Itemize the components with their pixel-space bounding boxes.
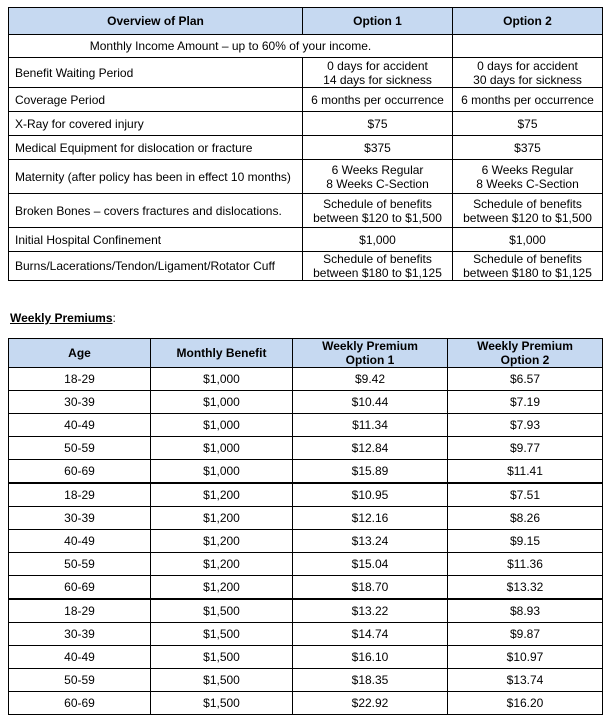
plan-cell-line: Schedule of benefits bbox=[473, 252, 582, 266]
monthly-benefit-cell: $1,500 bbox=[151, 623, 293, 646]
plan-cell-line: Schedule of benefits bbox=[323, 196, 432, 211]
plan-cell-line: between $180 to $1,125 bbox=[463, 266, 592, 280]
plan-row-option-2 bbox=[453, 160, 603, 194]
plan-row-option-1 bbox=[303, 136, 453, 160]
plan-cell-line: 0 days for accident bbox=[327, 58, 428, 73]
premium-row bbox=[9, 391, 603, 414]
plan-cell-line: $1,000 bbox=[509, 232, 546, 247]
plan-row-label: Benefit Waiting Period bbox=[9, 58, 303, 88]
premium-option-1-cell: $16.10 bbox=[293, 646, 448, 669]
premium-row bbox=[9, 646, 603, 669]
premium-row bbox=[9, 368, 603, 391]
plan-row-option-1 bbox=[303, 88, 453, 112]
monthly-benefit-cell: $1,200 bbox=[151, 483, 293, 507]
plan-row-option-2 bbox=[453, 136, 603, 160]
plan-header-option-1: Option 1 bbox=[303, 8, 453, 35]
premium-option-2-cell: $6.57 bbox=[448, 368, 603, 391]
age-cell: 40-49 bbox=[9, 530, 151, 553]
monthly-benefit-cell: $1,500 bbox=[151, 692, 293, 715]
age-cell: 40-49 bbox=[9, 414, 151, 437]
plan-header-row bbox=[9, 8, 603, 35]
monthly-benefit-cell: $1,200 bbox=[151, 553, 293, 576]
plan-cell-line: 8 Weeks C-Section bbox=[476, 176, 579, 191]
plan-cell-line: $1,000 bbox=[359, 232, 396, 247]
monthly-benefit-cell: $1,000 bbox=[151, 368, 293, 391]
plan-row-label: Burns/Lacerations/Tendon/Ligament/Rotator Cuff bbox=[9, 252, 303, 281]
premium-option-2-cell: $10.97 bbox=[448, 646, 603, 669]
plan-row bbox=[9, 252, 603, 281]
premium-option-1-cell: $22.92 bbox=[293, 692, 448, 715]
plan-row-option-2 bbox=[453, 194, 603, 228]
plan-row bbox=[9, 112, 603, 136]
plan-row-option-2 bbox=[453, 88, 603, 112]
weekly-premiums-title-colon: : bbox=[112, 311, 116, 325]
monthly-benefit-cell: $1,500 bbox=[151, 669, 293, 692]
premium-option-1-cell: $10.44 bbox=[293, 391, 448, 414]
plan-cell-line: 8 Weeks C-Section bbox=[326, 176, 429, 191]
plan-cell-line: 6 months per occurrence bbox=[461, 92, 594, 107]
plan-row-option-1 bbox=[303, 194, 453, 228]
premium-option-1-cell: $14.74 bbox=[293, 623, 448, 646]
plan-row-option-1 bbox=[303, 112, 453, 136]
premium-option-2-cell: $13.74 bbox=[448, 669, 603, 692]
age-cell: 50-59 bbox=[9, 437, 151, 460]
plan-row-label: Initial Hospital Confinement bbox=[9, 228, 303, 252]
premium-option-2-cell: $7.93 bbox=[448, 414, 603, 437]
premium-option-1-cell: $18.35 bbox=[293, 669, 448, 692]
plan-row bbox=[9, 160, 603, 194]
plan-cell-line: $75 bbox=[367, 116, 388, 131]
plan-row-option-2 bbox=[453, 228, 603, 252]
premium-option-1-cell: $15.89 bbox=[293, 460, 448, 484]
plan-cell-line: 6 Weeks Regular bbox=[331, 162, 424, 177]
age-cell: 60-69 bbox=[9, 692, 151, 715]
premium-option-2-cell: $7.51 bbox=[448, 483, 603, 507]
premium-row bbox=[9, 414, 603, 437]
age-cell: 50-59 bbox=[9, 553, 151, 576]
plan-row-option-1 bbox=[303, 252, 453, 281]
plan-cell-line: $375 bbox=[514, 140, 541, 155]
premium-row bbox=[9, 692, 603, 715]
plan-row-option-2 bbox=[453, 252, 603, 281]
premium-option-1-cell: $13.24 bbox=[293, 530, 448, 553]
plan-row bbox=[9, 136, 603, 160]
plan-cell-line: 30 days for sickness bbox=[473, 72, 582, 87]
premium-row bbox=[9, 507, 603, 530]
premium-row bbox=[9, 460, 603, 484]
plan-row-label: Broken Bones – covers fractures and dislocations. bbox=[9, 194, 303, 228]
weekly-premiums-title-text: Weekly Premiums bbox=[10, 311, 113, 325]
weekly-premiums-table bbox=[8, 338, 603, 715]
age-cell: 30-39 bbox=[9, 623, 151, 646]
monthly-benefit-cell: $1,000 bbox=[151, 414, 293, 437]
plan-row bbox=[9, 228, 603, 252]
plan-row-label: Medical Equipment for dislocation or fracture bbox=[9, 136, 303, 160]
plan-row-option-2 bbox=[453, 58, 603, 88]
plan-cell-line: between $120 to $1,500 bbox=[313, 210, 442, 225]
plan-cell-line: between $120 to $1,500 bbox=[463, 210, 592, 225]
premium-header-option-1: Weekly Premium Option 1 bbox=[293, 339, 448, 368]
plan-cell-line: 6 Weeks Regular bbox=[481, 162, 574, 177]
plan-row-option-1 bbox=[303, 58, 453, 88]
plan-overview-table bbox=[8, 7, 603, 281]
monthly-benefit-cell: $1,200 bbox=[151, 507, 293, 530]
premium-option-2-cell: $7.19 bbox=[448, 391, 603, 414]
plan-cell-line: $75 bbox=[517, 116, 538, 131]
premium-option-2-cell: $13.32 bbox=[448, 576, 603, 600]
age-cell: 18-29 bbox=[9, 483, 151, 507]
weekly-premiums-title bbox=[10, 311, 116, 325]
monthly-benefit-cell: $1,200 bbox=[151, 530, 293, 553]
premium-option-1-cell: $9.42 bbox=[293, 368, 448, 391]
premium-row bbox=[9, 576, 603, 600]
plan-header-option-2: Option 2 bbox=[453, 8, 603, 35]
plan-cell-line: 6 months per occurrence bbox=[311, 92, 444, 107]
monthly-income-note: Monthly Income Amount – up to 60% of your income. bbox=[9, 35, 453, 58]
age-cell: 30-39 bbox=[9, 391, 151, 414]
premium-header-row bbox=[9, 339, 603, 368]
plan-cell-line: Schedule of benefits bbox=[323, 252, 432, 266]
premium-option-1-cell: $18.70 bbox=[293, 576, 448, 600]
age-cell: 30-39 bbox=[9, 507, 151, 530]
empty-cell bbox=[453, 35, 603, 58]
plan-cell-line: between $180 to $1,125 bbox=[313, 266, 442, 280]
plan-row-option-1 bbox=[303, 160, 453, 194]
monthly-benefit-cell: $1,500 bbox=[151, 646, 293, 669]
premium-row bbox=[9, 599, 603, 623]
premium-option-2-cell: $9.87 bbox=[448, 623, 603, 646]
age-cell: 18-29 bbox=[9, 599, 151, 623]
premium-option-1-cell: $11.34 bbox=[293, 414, 448, 437]
age-cell: 60-69 bbox=[9, 460, 151, 484]
premium-option-1-cell: $10.95 bbox=[293, 483, 448, 507]
plan-row bbox=[9, 194, 603, 228]
age-cell: 50-59 bbox=[9, 669, 151, 692]
premium-row bbox=[9, 483, 603, 507]
monthly-benefit-cell: $1,000 bbox=[151, 460, 293, 484]
plan-row bbox=[9, 58, 603, 88]
plan-row-option-2 bbox=[453, 112, 603, 136]
premium-header-option-2: Weekly Premium Option 2 bbox=[448, 339, 603, 368]
plan-row-label: X-Ray for covered injury bbox=[9, 112, 303, 136]
plan-intro-row bbox=[9, 35, 603, 58]
age-cell: 60-69 bbox=[9, 576, 151, 600]
premium-row bbox=[9, 437, 603, 460]
monthly-benefit-cell: $1,000 bbox=[151, 437, 293, 460]
premium-row bbox=[9, 530, 603, 553]
plan-cell-line: $375 bbox=[364, 140, 391, 155]
premium-option-2-cell: $8.26 bbox=[448, 507, 603, 530]
plan-cell-line: Schedule of benefits bbox=[473, 196, 582, 211]
plan-cell-line: 14 days for sickness bbox=[323, 72, 432, 87]
plan-cell-line: 0 days for accident bbox=[477, 58, 578, 73]
plan-row-option-1 bbox=[303, 228, 453, 252]
premium-option-1-cell: $12.16 bbox=[293, 507, 448, 530]
premium-option-2-cell: $11.36 bbox=[448, 553, 603, 576]
plan-row-label: Maternity (after policy has been in effect 10 months) bbox=[9, 160, 303, 194]
premium-option-2-cell: $9.15 bbox=[448, 530, 603, 553]
premium-option-1-cell: $13.22 bbox=[293, 599, 448, 623]
plan-row-label: Coverage Period bbox=[9, 88, 303, 112]
monthly-benefit-cell: $1,500 bbox=[151, 599, 293, 623]
monthly-benefit-cell: $1,000 bbox=[151, 391, 293, 414]
premium-option-1-cell: $12.84 bbox=[293, 437, 448, 460]
premium-row bbox=[9, 669, 603, 692]
premium-option-2-cell: $9.77 bbox=[448, 437, 603, 460]
premium-option-2-cell: $16.20 bbox=[448, 692, 603, 715]
premium-option-2-cell: $8.93 bbox=[448, 599, 603, 623]
monthly-benefit-cell: $1,200 bbox=[151, 576, 293, 600]
age-cell: 18-29 bbox=[9, 368, 151, 391]
age-cell: 40-49 bbox=[9, 646, 151, 669]
premium-row bbox=[9, 553, 603, 576]
premium-header-monthly-benefit: Monthly Benefit bbox=[151, 339, 293, 368]
premium-option-1-cell: $15.04 bbox=[293, 553, 448, 576]
premium-option-2-cell: $11.41 bbox=[448, 460, 603, 484]
premium-row bbox=[9, 623, 603, 646]
plan-header-overview: Overview of Plan bbox=[9, 8, 303, 35]
plan-row bbox=[9, 88, 603, 112]
premium-header-age: Age bbox=[9, 339, 151, 368]
